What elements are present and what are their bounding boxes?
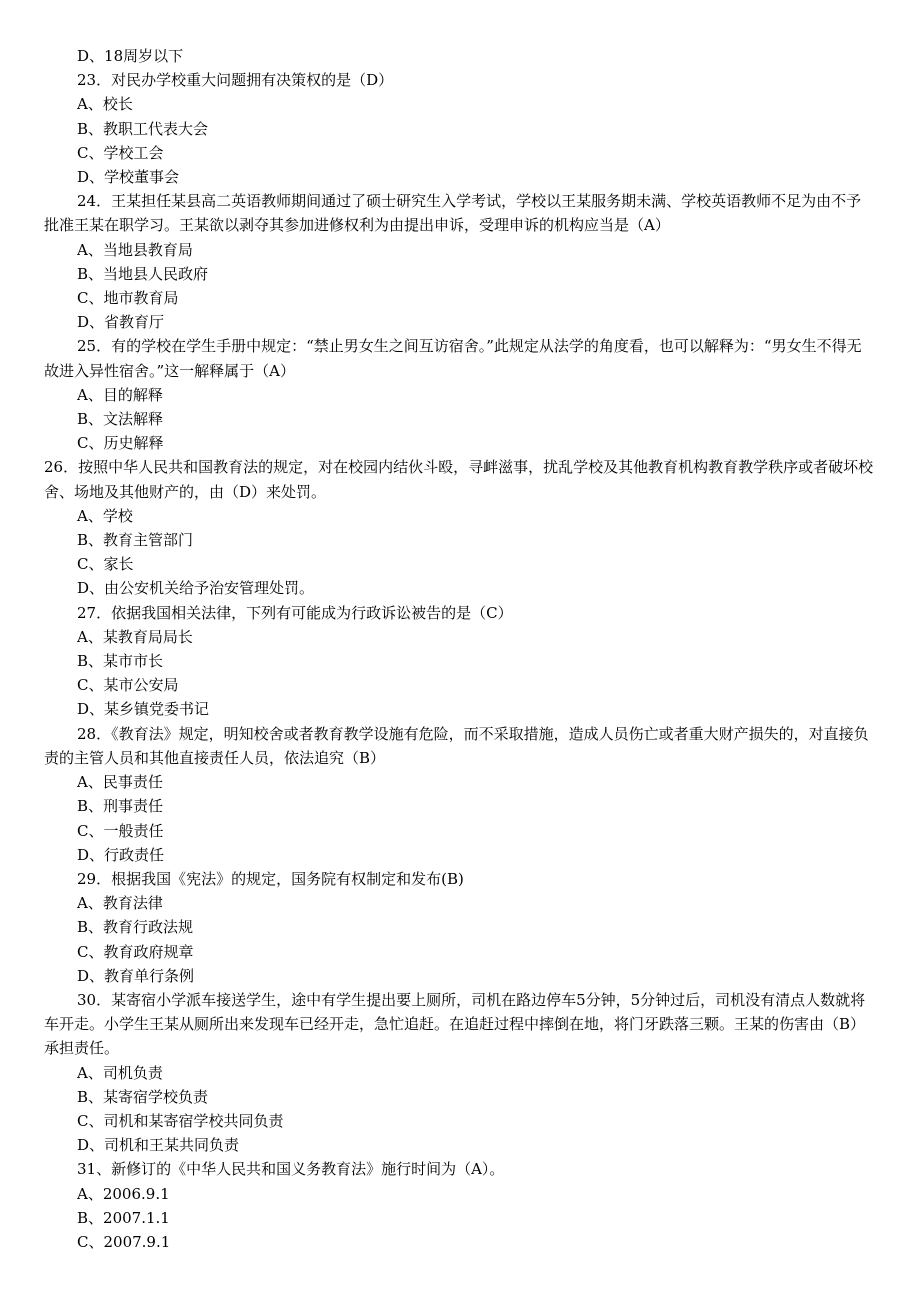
- answer-option: A、教育法律: [77, 894, 163, 913]
- answer-option: A、目的解释: [77, 385, 163, 404]
- answer-option: A、司机负责: [77, 1063, 163, 1082]
- question-stem: 30．某寄宿小学派车接送学生，途中有学生提出要上厕所，司机在路边停车5分钟，5分钟过后，司机没有清点人数就将车开走。小学生王某从厕所出来发现车已经开走，急忙追赶。在追赶过程中摔倒在地，将门牙跌落三颗。王某的伤害由（B）承担责任。: [44, 990, 866, 1058]
- question-block: [44, 867, 876, 988]
- answer-option: A、2006.9.1: [77, 1184, 170, 1203]
- answer-option: D、行政责任: [77, 845, 165, 864]
- question-block: [44, 334, 876, 455]
- answer-option: D、教育单行条例: [77, 966, 195, 985]
- answer-option: C、地市教育局: [77, 289, 179, 308]
- answer-option: B、2007.1.1: [77, 1208, 170, 1227]
- answer-option: C、某市公安局: [77, 676, 179, 695]
- answer-option: B、某市市长: [77, 652, 164, 671]
- answer-option: A、当地县教育局: [77, 240, 193, 259]
- question-block: [44, 44, 876, 68]
- answer-option: B、当地县人民政府: [77, 264, 209, 283]
- answer-option: C、2007.9.1: [77, 1232, 171, 1251]
- answer-option: B、文法解释: [77, 410, 164, 429]
- answer-option: B、某寄宿学校负责: [77, 1087, 209, 1106]
- answer-option: C、司机和某寄宿学校共同负责: [77, 1111, 284, 1130]
- answer-option: B、刑事责任: [77, 797, 164, 816]
- answer-option: B、教育主管部门: [77, 531, 194, 550]
- answer-option: A、校长: [77, 95, 133, 114]
- answer-option: B、教育行政法规: [77, 918, 194, 937]
- answer-option: C、家长: [77, 555, 134, 574]
- question-block: [44, 68, 876, 189]
- question-block: [44, 455, 876, 600]
- question-stem: 29．根据我国《宪法》的规定，国务院有权制定和发布(B): [77, 869, 464, 888]
- question-stem: 24．王某担任某县高二英语教师期间通过了硕士研究生入学考试，学校以王某服务期未满、学校英语教师不足为由不予批准王某在职学习。王某欲以剥夺其参加进修权利为由提出申诉，受理申诉的机构应当是（A）: [44, 192, 862, 235]
- question-stem: 26．按照中华人民共和国教育法的规定，对在校园内结伙斗殴，寻衅滋事，扰乱学校及其他教育机构教育教学秩序或者破坏校舍、场地及其他财产的，由（D）来处罚。: [44, 458, 874, 501]
- answer-option: D、由公安机关给予治安管理处罚。: [77, 579, 315, 598]
- question-stem: 27．依据我国相关法律，下列有可能成为行政诉讼被告的是（C）: [77, 603, 513, 622]
- answer-option: B、教职工代表大会: [77, 119, 209, 138]
- question-stem: 23．对民办学校重大问题拥有决策权的是（D）: [77, 71, 394, 90]
- answer-option: D、省教育厅: [77, 313, 165, 332]
- question-stem: 31、新修订的《中华人民共和国义务教育法》施行时间为（A）。: [77, 1160, 505, 1179]
- question-block: [44, 1157, 876, 1254]
- question-block: [44, 722, 876, 867]
- answer-option: C、学校工会: [77, 143, 164, 162]
- answer-option: D、学校董事会: [77, 168, 180, 187]
- question-block: [44, 189, 876, 334]
- answer-option: A、某教育局局长: [77, 627, 193, 646]
- answer-option: C、历史解释: [77, 434, 164, 453]
- answer-option: C、一般责任: [77, 821, 164, 840]
- answer-option: D、18周岁以下: [77, 47, 184, 65]
- answer-option: D、某乡镇党委书记: [77, 700, 210, 719]
- answer-option: A、民事责任: [77, 773, 163, 792]
- answer-option: A、学校: [77, 506, 133, 525]
- question-stem: 25．有的学校在学生手册中规定：“禁止男女生之间互访宿舍。”此规定从法学的角度看，也可以解释为：“男女生不得无故进入异性宿舍。”这一解释属于（A）: [44, 337, 862, 380]
- answer-option: C、教育政府规章: [77, 942, 194, 961]
- question-stem: 28．《教育法》规定，明知校舍或者教育教学设施有危险，而不采取措施，造成人员伤亡或者重大财产损失的，对直接负责的主管人员和其他直接责任人员，依法追究（B）: [44, 724, 869, 767]
- question-block: [44, 601, 876, 722]
- question-block: [44, 988, 876, 1157]
- answer-option: D、司机和王某共同负责: [77, 1136, 240, 1155]
